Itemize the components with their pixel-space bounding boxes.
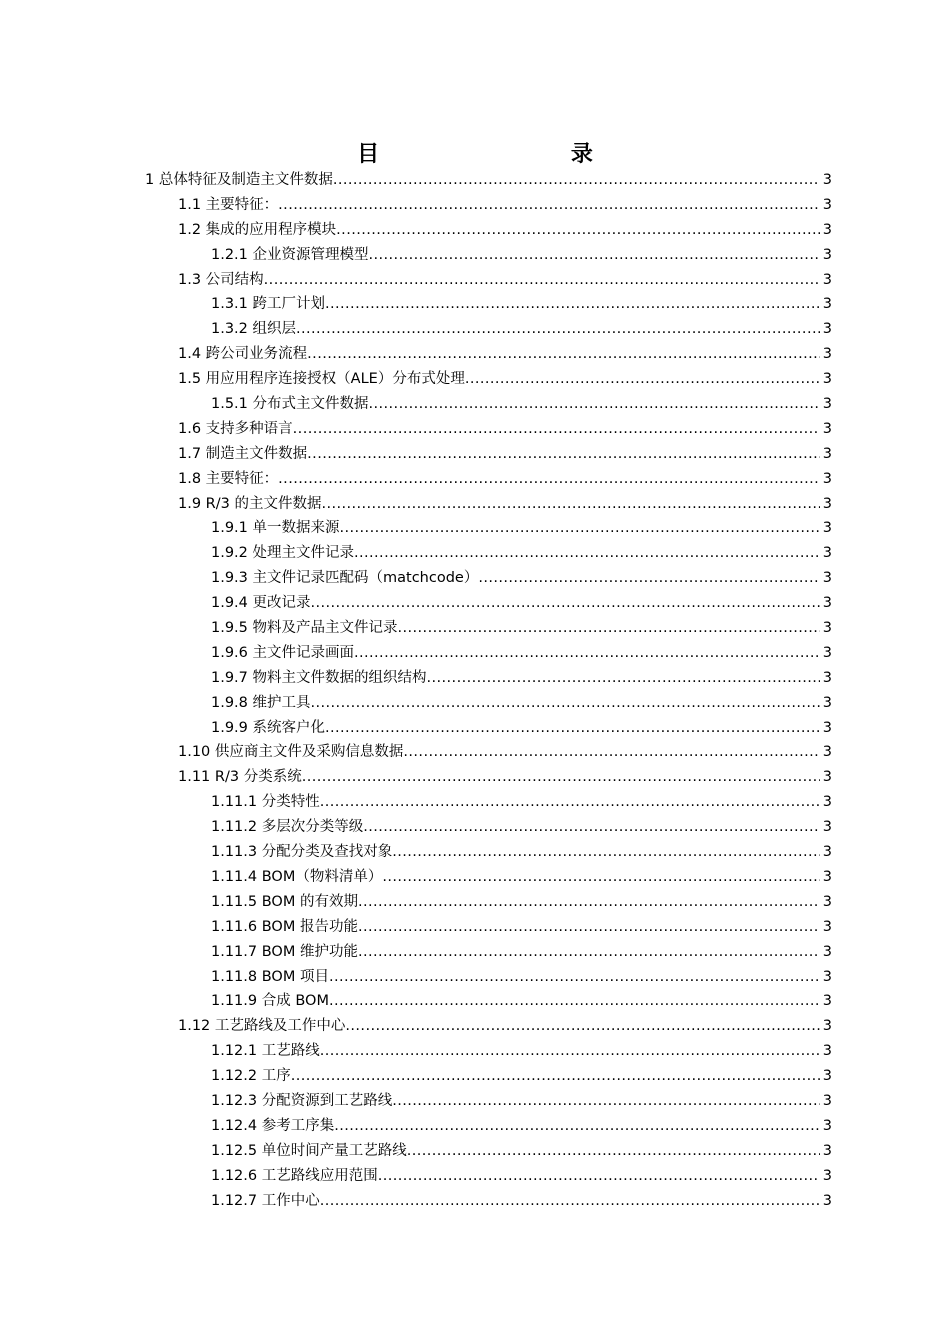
toc-page-number: 3 bbox=[822, 769, 832, 786]
toc-page-number: 3 bbox=[822, 968, 832, 985]
toc-dot-leader bbox=[329, 989, 820, 1014]
toc-entry-text: 1.12.7 工作中心 bbox=[211, 1189, 320, 1214]
toc-entry[interactable] bbox=[0, 740, 950, 765]
toc-dot-leader bbox=[382, 865, 820, 890]
toc-entry[interactable] bbox=[0, 1064, 950, 1089]
toc-entry-text: 1.9.1 单一数据来源 bbox=[211, 516, 340, 541]
toc-entry[interactable] bbox=[0, 1014, 950, 1039]
toc-dot-leader bbox=[278, 467, 820, 492]
toc-entry-text: 1.8 主要特征： bbox=[178, 467, 278, 492]
toc-entry[interactable] bbox=[0, 566, 950, 591]
toc-entry[interactable] bbox=[0, 1164, 950, 1189]
toc-dot-leader bbox=[334, 1114, 820, 1139]
toc-page-number: 3 bbox=[822, 1117, 832, 1134]
toc-entry-text: 1.12.4 参考工序集 bbox=[211, 1114, 334, 1139]
toc-entry[interactable] bbox=[0, 591, 950, 616]
toc-page-number: 3 bbox=[822, 669, 832, 686]
toc-page-number: 3 bbox=[822, 868, 832, 885]
toc-entry[interactable] bbox=[0, 965, 950, 990]
toc-entry[interactable] bbox=[0, 666, 950, 691]
toc-entry-text: 1.9 R/3 的主文件数据 bbox=[178, 492, 321, 517]
toc-entry[interactable] bbox=[0, 890, 950, 915]
toc-title: 目 录 bbox=[357, 142, 685, 167]
toc-entry-text: 1.9.6 主文件记录画面 bbox=[211, 641, 354, 666]
toc-entry[interactable] bbox=[0, 1114, 950, 1139]
toc-dot-leader bbox=[407, 1139, 820, 1164]
toc-entry[interactable] bbox=[0, 940, 950, 965]
toc-page-number: 3 bbox=[822, 396, 832, 413]
toc-entry-text: 1.11.8 BOM 项目 bbox=[211, 965, 329, 990]
toc-page-number: 3 bbox=[822, 520, 832, 537]
toc-page-number: 3 bbox=[822, 1092, 832, 1109]
toc-dot-leader bbox=[307, 342, 820, 367]
toc-entry-text: 1.7 制造主文件数据 bbox=[178, 442, 307, 467]
toc-page-number: 3 bbox=[822, 1018, 832, 1035]
toc-page-number: 3 bbox=[822, 296, 832, 313]
toc-entry[interactable] bbox=[0, 915, 950, 940]
toc-entry-text: 1.2 集成的应用程序模块 bbox=[178, 218, 336, 243]
toc-dot-leader bbox=[291, 1064, 820, 1089]
toc-entry-text: 1.5 用应用程序连接授权（ALE）分布式处理 bbox=[178, 367, 465, 392]
toc-page-number: 3 bbox=[822, 1142, 832, 1159]
toc-entry-text: 1.3.2 组织层 bbox=[211, 317, 296, 342]
toc-page-number: 3 bbox=[822, 644, 832, 661]
toc-entry[interactable] bbox=[0, 815, 950, 840]
toc-entry-text: 1.9.8 维护工具 bbox=[211, 691, 311, 716]
toc-dot-leader bbox=[311, 691, 820, 716]
toc-entry[interactable] bbox=[0, 691, 950, 716]
toc-dot-leader bbox=[345, 1014, 820, 1039]
toc-dot-leader bbox=[264, 268, 820, 293]
toc-dot-leader bbox=[311, 591, 820, 616]
toc-page-number: 3 bbox=[822, 694, 832, 711]
toc-dot-leader bbox=[354, 541, 820, 566]
toc-dot-leader bbox=[325, 716, 820, 741]
toc-entry[interactable] bbox=[0, 292, 950, 317]
toc-entry-text: 1.10 供应商主文件及采购信息数据 bbox=[178, 740, 403, 765]
toc-dot-leader bbox=[403, 740, 820, 765]
toc-page-number: 3 bbox=[822, 246, 832, 263]
toc-page-number: 3 bbox=[822, 993, 832, 1010]
toc-dot-leader bbox=[321, 492, 820, 517]
toc-entry[interactable] bbox=[0, 1139, 950, 1164]
toc-page-number: 3 bbox=[822, 893, 832, 910]
toc-entry-text: 1.12.5 单位时间产量工艺路线 bbox=[211, 1139, 407, 1164]
toc-entry[interactable] bbox=[0, 790, 950, 815]
toc-entry-text: 1.12 工艺路线及工作中心 bbox=[178, 1014, 345, 1039]
toc-entry[interactable] bbox=[0, 367, 950, 392]
toc-page-number: 3 bbox=[822, 1167, 832, 1184]
toc-entry[interactable] bbox=[0, 492, 950, 517]
toc-entry[interactable] bbox=[0, 442, 950, 467]
toc-entry[interactable] bbox=[0, 218, 950, 243]
toc-entry[interactable] bbox=[0, 467, 950, 492]
toc-entry[interactable] bbox=[0, 268, 950, 293]
toc-entry[interactable] bbox=[0, 865, 950, 890]
toc-page-number: 3 bbox=[822, 1192, 832, 1209]
toc-page-number: 3 bbox=[822, 620, 832, 637]
toc-dot-leader bbox=[427, 666, 820, 691]
toc-entry-text: 1.4 跨公司业务流程 bbox=[178, 342, 307, 367]
toc-dot-leader bbox=[340, 516, 820, 541]
toc-entry[interactable] bbox=[0, 989, 950, 1014]
toc-entry-text: 1.11 R/3 分类系统 bbox=[178, 765, 302, 790]
toc-entry[interactable] bbox=[0, 193, 950, 218]
toc-dot-leader bbox=[378, 1164, 820, 1189]
toc-page-number: 3 bbox=[822, 221, 832, 238]
toc-entry[interactable] bbox=[0, 616, 950, 641]
toc-entry-text: 1.11.5 BOM 的有效期 bbox=[211, 890, 358, 915]
toc-entry[interactable] bbox=[0, 417, 950, 442]
toc-page-number: 3 bbox=[822, 545, 832, 562]
toc-entry[interactable] bbox=[0, 1189, 950, 1214]
toc-entry[interactable] bbox=[0, 765, 950, 790]
toc-dot-leader bbox=[278, 193, 820, 218]
toc-page-number: 3 bbox=[822, 719, 832, 736]
toc-page-number: 3 bbox=[822, 819, 832, 836]
toc-entry-text: 1.11.2 多层次分类等级 bbox=[211, 815, 363, 840]
toc-page-number: 3 bbox=[822, 1068, 832, 1085]
toc-page-number: 3 bbox=[822, 371, 832, 388]
toc-page-number: 3 bbox=[822, 445, 832, 462]
toc-dot-leader bbox=[358, 940, 820, 965]
toc-page-number: 3 bbox=[822, 1043, 832, 1060]
toc-entry-text: 1.6 支持多种语言 bbox=[178, 417, 293, 442]
toc-dot-leader bbox=[398, 616, 820, 641]
toc-page-number: 3 bbox=[822, 844, 832, 861]
toc-dot-leader bbox=[465, 367, 820, 392]
toc-page-number: 3 bbox=[822, 346, 832, 363]
toc-entry[interactable] bbox=[0, 168, 950, 193]
toc-entry[interactable] bbox=[0, 243, 950, 268]
toc-page-number: 3 bbox=[822, 570, 832, 587]
toc-entry-text: 1.11.4 BOM（物料清单） bbox=[211, 865, 382, 890]
toc-entry-text: 1.11.3 分配分类及查找对象 bbox=[211, 840, 392, 865]
toc-entry-text: 1.9.4 更改记录 bbox=[211, 591, 311, 616]
toc-entry-text: 1.9.2 处理主文件记录 bbox=[211, 541, 354, 566]
toc-dot-leader bbox=[302, 765, 820, 790]
toc-entry-text: 1.9.3 主文件记录匹配码（matchcode） bbox=[211, 566, 478, 591]
toc-page-number: 3 bbox=[822, 321, 832, 338]
toc-page-number: 3 bbox=[822, 744, 832, 761]
toc-dot-leader bbox=[336, 218, 820, 243]
toc-dot-leader bbox=[363, 815, 820, 840]
toc-dot-leader bbox=[293, 417, 820, 442]
toc-entry-text: 1.9.5 物料及产品主文件记录 bbox=[211, 616, 398, 641]
toc-dot-leader bbox=[354, 641, 820, 666]
toc-entry-text: 1.12.3 分配资源到工艺路线 bbox=[211, 1089, 392, 1114]
toc-entry[interactable] bbox=[0, 716, 950, 741]
toc-dot-leader bbox=[369, 243, 820, 268]
toc-dot-leader bbox=[478, 566, 820, 591]
toc-entry-text: 1.12.6 工艺路线应用范围 bbox=[211, 1164, 378, 1189]
toc-entry-text: 1.3.1 跨工厂计划 bbox=[211, 292, 325, 317]
toc-entry[interactable] bbox=[0, 1089, 950, 1114]
toc-dot-leader bbox=[392, 1089, 820, 1114]
toc-entry-text: 1.12.1 工艺路线 bbox=[211, 1039, 320, 1064]
toc-entry[interactable] bbox=[0, 516, 950, 541]
toc-page-number: 3 bbox=[822, 196, 832, 213]
toc-entry[interactable] bbox=[0, 641, 950, 666]
toc-page-number: 3 bbox=[822, 172, 832, 188]
toc-entry[interactable] bbox=[0, 392, 950, 417]
toc-dot-leader bbox=[307, 442, 820, 467]
toc-dot-leader bbox=[320, 1039, 820, 1064]
toc-entry-text: 1.11.1 分类特性 bbox=[211, 790, 320, 815]
toc-page-number: 3 bbox=[822, 794, 832, 811]
toc-entry-text: 1.9.9 系统客户化 bbox=[211, 716, 325, 741]
toc-page-number: 3 bbox=[822, 918, 832, 935]
toc-entry-text: 1.11.7 BOM 维护功能 bbox=[211, 940, 358, 965]
toc-entry-text: 1.11.9 合成 BOM bbox=[211, 989, 329, 1014]
toc-entry-text: 1.1 主要特征： bbox=[178, 193, 278, 218]
toc-page-number: 3 bbox=[822, 595, 832, 612]
toc-dot-leader bbox=[392, 840, 820, 865]
toc-entry[interactable] bbox=[0, 541, 950, 566]
toc-page-number: 3 bbox=[822, 943, 832, 960]
toc-dot-leader bbox=[369, 392, 820, 417]
toc-entry-text: 1.5.1 分布式主文件数据 bbox=[211, 392, 369, 417]
toc-page-number: 3 bbox=[822, 420, 832, 437]
toc-entry-text: 1.9.7 物料主文件数据的组织结构 bbox=[211, 666, 427, 691]
toc-dot-leader bbox=[320, 1189, 820, 1214]
toc-entry-text: 1.12.2 工序 bbox=[211, 1064, 291, 1089]
toc-entry-text: 1.2.1 企业资源管理模型 bbox=[211, 243, 369, 268]
toc-entry[interactable] bbox=[0, 342, 950, 367]
toc-page-number: 3 bbox=[822, 495, 832, 512]
toc-dot-leader bbox=[325, 292, 820, 317]
toc-list bbox=[0, 168, 950, 1213]
toc-page-number: 3 bbox=[822, 470, 832, 487]
toc-page-number: 3 bbox=[822, 271, 832, 288]
toc-entry-text: 1 总体特征及制造主文件数据 bbox=[145, 168, 333, 193]
toc-dot-leader bbox=[329, 965, 820, 990]
toc-entry-text: 1.3 公司结构 bbox=[178, 268, 264, 293]
toc-entry-text: 1.11.6 BOM 报告功能 bbox=[211, 915, 358, 940]
toc-dot-leader bbox=[296, 317, 820, 342]
toc-dot-leader bbox=[320, 790, 820, 815]
toc-dot-leader bbox=[358, 915, 820, 940]
toc-entry[interactable] bbox=[0, 1039, 950, 1064]
toc-dot-leader bbox=[358, 890, 820, 915]
toc-dot-leader bbox=[333, 168, 820, 193]
toc-entry[interactable] bbox=[0, 317, 950, 342]
toc-entry[interactable] bbox=[0, 840, 950, 865]
